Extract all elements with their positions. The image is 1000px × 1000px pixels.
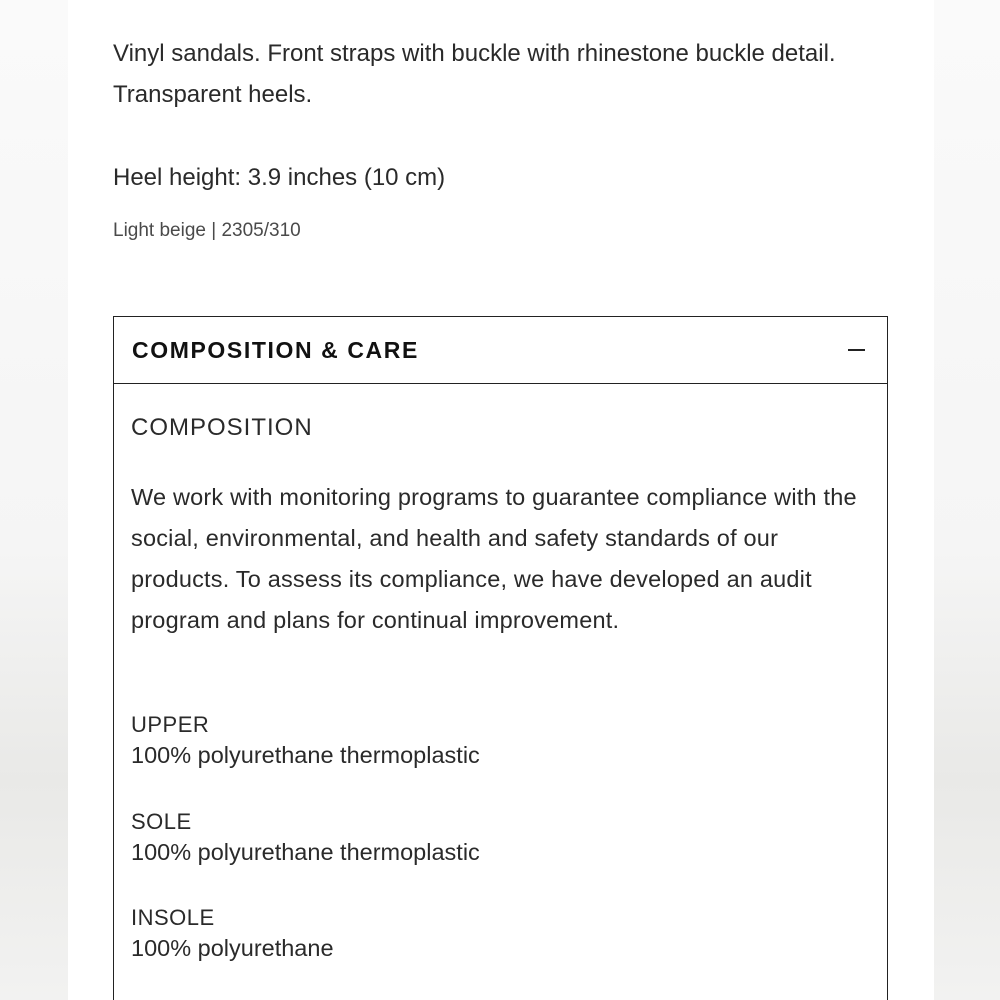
material-label: INSOLE [131,905,215,930]
material-label: SOLE [131,809,192,834]
compliance-paragraph: We work with monitoring programs to guarantee compliance with the social, environmental, and health and safety standards of our products. To assess its compliance, we have developed an audit program and plans for continual improvement. [131,484,857,633]
accordion-title: COMPOSITION & CARE [132,337,419,363]
material-label: UPPER [131,712,210,737]
material-item-sole [131,806,480,868]
minus-icon[interactable] [848,349,865,351]
composition-care-accordion [113,316,888,1000]
composition-heading: COMPOSITION [131,414,313,441]
material-item-insole [131,902,334,964]
accordion-header[interactable] [114,317,887,384]
material-item-upper [131,709,480,771]
material-value: 100% polyurethane [131,935,334,961]
color-and-reference: Light beige | 2305/310 [113,220,301,241]
material-value: 100% polyurethane thermoplastic [131,742,480,768]
material-value: 100% polyurethane thermoplastic [131,839,480,865]
heel-height: Heel height: 3.9 inches (10 cm) [113,164,446,191]
product-details-panel [68,0,934,1000]
product-description: Vinyl sandals. Front straps with buckle with rhinestone buckle detail. Transparent heels. [113,40,836,108]
